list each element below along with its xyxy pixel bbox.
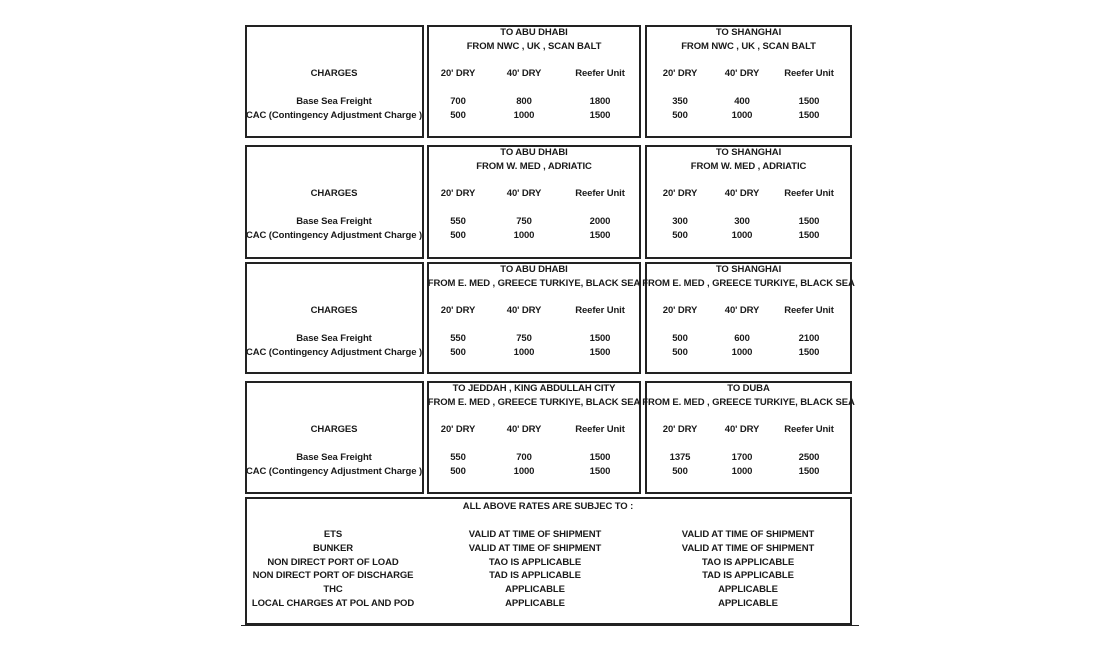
route-destination: TO ABU DHABI [500,264,568,275]
rate-value: 750 [516,216,532,227]
rate-value: 1500 [798,96,820,107]
rate-value: 1000 [731,347,753,358]
rate-value: 1000 [513,466,535,477]
rate-value: 1500 [798,466,820,477]
rate-value: 550 [450,333,466,344]
column-header: 20' DRY [440,424,476,435]
rate-value: 500 [672,347,688,358]
route-origin: FROM E. MED , GREECE TURKIYE, BLACK SEA [427,397,641,408]
footer-item-label: ETS [323,529,343,540]
rate-value: 700 [450,96,466,107]
footer-item-value: TAO IS APPLICABLE [701,556,795,568]
rate-value: 550 [450,452,466,463]
rate-value: 1000 [731,230,753,241]
column-header: 40' DRY [506,68,542,79]
row-label-base-sea-freight: Base Sea Freight [296,96,372,107]
column-header: Reefer Unit [784,68,834,79]
row-label-cac: CAC (Contingency Adjustment Charge ) [245,110,423,121]
footer-item-value: VALID AT TIME OF SHIPMENT [468,542,602,554]
route-origin: FROM W. MED , ADRIATIC [690,161,807,172]
rate-value: 1500 [798,347,820,358]
footer-item-value: APPLICABLE [718,598,778,609]
rate-value: 500 [672,230,688,241]
footer-item-label: NON DIRECT PORT OF DISCHARGE [252,570,414,582]
route-destination: TO ABU DHABI [500,27,568,38]
footer-item-label: LOCAL CHARGES AT POL AND POD [251,598,415,609]
route-destination: TO DUBA [727,383,770,394]
rate-value: 300 [734,216,750,227]
footer-item-value: APPLICABLE [505,598,565,609]
rate-value: 300 [672,216,688,227]
charges-header: CHARGES [310,68,358,79]
rate-value: 500 [450,110,466,121]
rate-value: 2500 [798,452,820,463]
footer-item-label: BUNKER [312,542,354,554]
column-header: Reefer Unit [575,305,625,316]
footer-item-value: VALID AT TIME OF SHIPMENT [681,542,815,554]
column-header: 40' DRY [506,424,542,435]
rate-value: 1000 [731,466,753,477]
charges-header: CHARGES [310,188,358,199]
rate-value: 500 [450,466,466,477]
footer-item-value: VALID AT TIME OF SHIPMENT [681,529,815,540]
rate-value: 1500 [798,216,820,227]
rate-value: 400 [734,96,750,107]
column-header: 20' DRY [440,305,476,316]
column-header: 20' DRY [662,305,698,316]
column-header: 20' DRY [662,68,698,79]
column-header: 20' DRY [440,188,476,199]
route-origin: FROM NWC , UK , SCAN BALT [466,41,602,52]
rate-value: 2000 [589,216,611,227]
column-header: 20' DRY [662,424,698,435]
row-label-cac: CAC (Contingency Adjustment Charge ) [245,347,423,358]
column-header: 40' DRY [724,188,760,199]
route-origin: FROM W. MED , ADRIATIC [476,161,592,172]
column-header: Reefer Unit [784,424,834,435]
footer-item-value: VALID AT TIME OF SHIPMENT [468,529,602,540]
rate-value: 1000 [513,110,535,121]
rate-value: 1500 [798,110,820,121]
column-header: 40' DRY [724,424,760,435]
column-header: 40' DRY [506,305,542,316]
route-origin: FROM NWC , UK , SCAN BALT [681,41,816,52]
route-destination: TO SHANGHAI [715,264,782,275]
rate-value: 500 [450,347,466,358]
column-header: Reefer Unit [784,188,834,199]
row-label-base-sea-freight: Base Sea Freight [296,216,372,227]
rate-value: 1500 [798,230,820,241]
rate-value: 550 [450,216,466,227]
rate-value: 500 [450,230,466,241]
column-header: Reefer Unit [784,305,834,316]
rate-value: 1000 [513,347,535,358]
rate-value: 500 [672,110,688,121]
route-destination: TO SHANGHAI [715,27,782,38]
footer-item-label: NON DIRECT PORT OF LOAD [267,556,399,568]
column-header: 40' DRY [506,188,542,199]
column-header: 20' DRY [440,68,476,79]
column-header: Reefer Unit [575,188,625,199]
rate-value: 1500 [589,333,611,344]
rate-value: 800 [516,96,532,107]
rate-value: 600 [734,333,750,344]
column-header: 20' DRY [662,188,698,199]
rate-value: 1000 [513,230,535,241]
route-origin: FROM E. MED , GREECE TURKIYE, BLACK SEA [427,278,641,289]
bottom-rule [241,625,859,626]
route-destination: TO JEDDAH , KING ABDULLAH CITY [452,383,616,394]
column-header: 40' DRY [724,68,760,79]
rate-value: 1500 [589,466,611,477]
footer-item-value: TAD IS APPLICABLE [489,570,581,582]
route-destination: TO SHANGHAI [715,147,782,158]
rate-value: 1375 [669,452,691,463]
rate-value: 750 [516,333,532,344]
row-label-base-sea-freight: Base Sea Freight [296,452,372,463]
rate-value: 1500 [589,347,611,358]
footer-item-value: APPLICABLE [505,584,565,596]
charges-header: CHARGES [310,424,358,435]
rate-value: 1500 [589,452,611,463]
row-label-cac: CAC (Contingency Adjustment Charge ) [245,466,423,477]
route-origin: FROM E. MED , GREECE TURKIYE, BLACK SEA [642,397,855,408]
footer-title: ALL ABOVE RATES ARE SUBJEC TO : [462,501,634,512]
footer-item-value: TAD IS APPLICABLE [702,570,794,582]
rate-value: 1500 [589,110,611,121]
rate-value: 1800 [589,96,611,107]
rate-value: 500 [672,466,688,477]
column-header: Reefer Unit [575,424,625,435]
rate-value: 1000 [731,110,753,121]
charges-header: CHARGES [310,305,358,316]
row-label-cac: CAC (Contingency Adjustment Charge ) [245,230,423,241]
rate-value: 1700 [731,452,753,463]
rate-value: 350 [672,96,688,107]
row-label-base-sea-freight: Base Sea Freight [296,333,372,344]
route-destination: TO ABU DHABI [500,147,568,158]
column-header: Reefer Unit [575,68,625,79]
route-origin: FROM E. MED , GREECE TURKIYE, BLACK SEA [642,278,855,289]
footer-item-label: THC [323,584,343,596]
rate-value: 2100 [798,333,820,344]
rate-value: 1500 [589,230,611,241]
footer-item-value: TAO IS APPLICABLE [488,556,582,568]
column-header: 40' DRY [724,305,760,316]
rate-value: 500 [672,333,688,344]
footer-item-value: APPLICABLE [718,584,778,596]
rate-value: 700 [516,452,532,463]
